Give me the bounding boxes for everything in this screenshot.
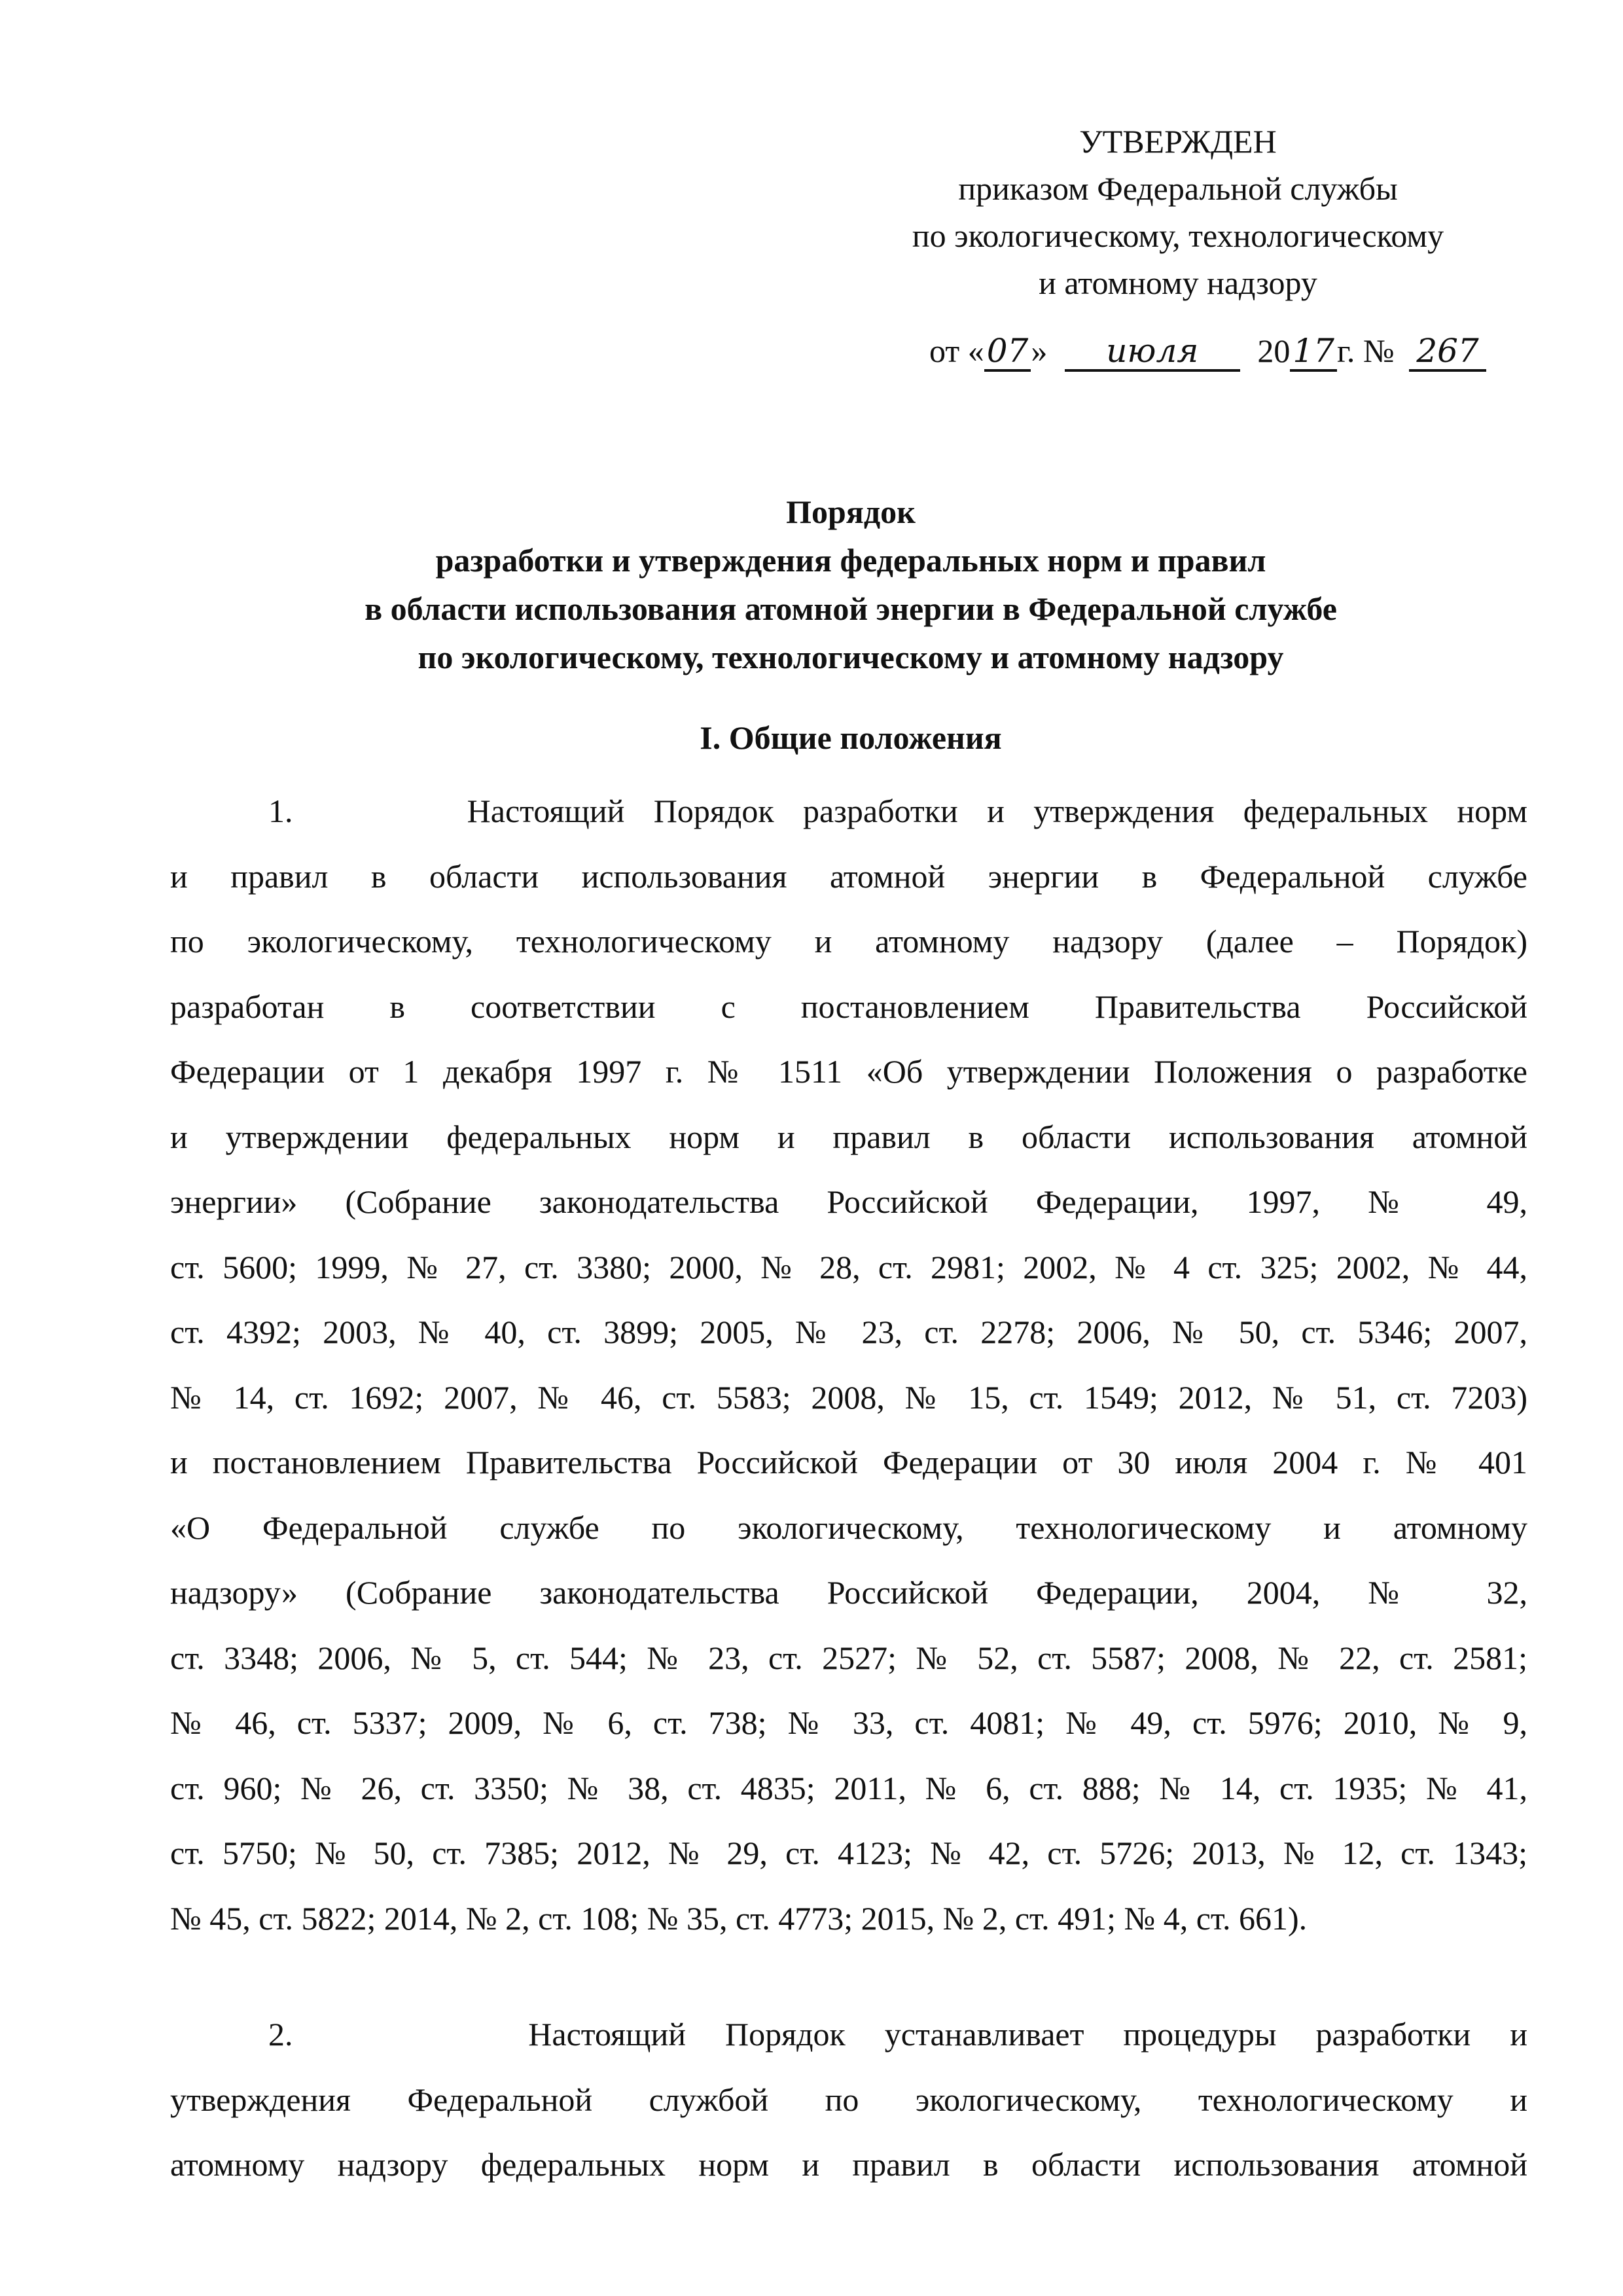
date-year-prefix: 20 — [1257, 332, 1291, 369]
text-line: ст. 3348; 2006, № 5, ст. 544; № 23, ст. 2527; № 52, ст. 5587; 2008, № 22, ст. 2581; — [170, 1639, 1527, 1676]
date-number-label: г. № — [1336, 332, 1395, 369]
paragraph-1 — [170, 779, 1527, 1951]
text-line: атомному надзору федеральных норм и правил в области использования атомной — [170, 2146, 1527, 2183]
text-line: ст. 4392; 2003, № 40, ст. 3899; 2005, № 23, ст. 2278; 2006, № 50, ст. 5346; 2007, — [170, 1314, 1527, 1350]
text-line: № 45, ст. 5822; 2014, № 2, ст. 108; № 35, ст. 4773; 2015, № 2, ст. 491; № 4, ст. 661). — [170, 1899, 1308, 1937]
title-line: в области использования атомной энергии в Федеральной службе — [365, 590, 1337, 627]
text-line: утверждения Федеральной службой по экологическому, технологическому и — [170, 2081, 1527, 2118]
text-line: «О Федеральной службе по экологическому, технологическому и атомному — [170, 1509, 1527, 1546]
text-line: № 14, ст. 1692; 2007, № 46, ст. 5583; 2008, № 15, ст. 1549; 2012, № 51, ст. 7203) — [170, 1378, 1527, 1416]
text-line: разработан в соответствии с постановлением Правительства Российской — [170, 988, 1527, 1025]
approval-line: и атомному надзору — [1039, 264, 1317, 301]
date-day: 07 — [984, 332, 1031, 372]
text-line: 2. Настоящий Порядок устанавливает процедуры разработки и — [268, 2016, 1527, 2053]
text-line: надзору» (Собрание законодательства Российской Федерации, 2004, № 32, — [170, 1574, 1527, 1611]
approval-date — [929, 327, 1486, 374]
date-prefix: от « — [929, 332, 984, 369]
title-line: разработки и утверждения федеральных норм и правил — [435, 542, 1266, 579]
section-heading: I. Общие положения — [700, 719, 1002, 756]
paragraph-2 — [170, 2002, 1527, 2198]
title-line: Порядок — [786, 493, 916, 530]
date-month: июля — [1065, 332, 1240, 372]
text-line: и постановлением Правительства Российской Федерации от 30 июля 2004 г. № 401 — [170, 1444, 1527, 1480]
document-body — [170, 779, 1527, 2198]
title-line: по экологическому, технологическому и атомному надзору — [418, 639, 1284, 675]
approval-line: приказом Федеральной службы — [958, 170, 1398, 207]
text-line: и правил в области использования атомной энергии в Федеральной службе — [170, 857, 1527, 895]
text-line: 1. Настоящий Порядок разработки и утверждения федеральных норм — [268, 793, 1527, 829]
text-line: № 46, ст. 5337; 2009, № 6, ст. 738; № 33, ст. 4081; № 49, ст. 5976; 2010, № 9, — [170, 1704, 1527, 1741]
text-line: ст. 960; № 26, ст. 3350; № 38, ст. 4835; 2011, № 6, ст. 888; № 14, ст. 1935; № 41, — [170, 1769, 1527, 1806]
approval-heading: УТВЕРЖДЕН — [1079, 123, 1277, 160]
text-line: энергии» (Собрание законодательства Российской Федерации, 1997, № 49, — [170, 1183, 1527, 1220]
date-year-suffix: 17 — [1290, 332, 1337, 372]
text-line: ст. 5750; № 50, ст. 7385; 2012, № 29, ст. 4123; № 42, ст. 5726; 2013, № 12, ст. 1343; — [170, 1835, 1527, 1871]
text-line: и утверждении федеральных норм и правил в области использования атомной — [170, 1118, 1527, 1155]
approval-line: по экологическому, технологическому — [912, 217, 1444, 254]
paragraph-gap — [170, 1951, 1527, 2002]
text-line: по экологическому, технологическому и атомному надзору (далее – Порядок) — [170, 923, 1527, 960]
text-line: Федерации от 1 декабря 1997 г. № 1511 «Об утверждении Положения о разработке — [170, 1053, 1527, 1090]
approval-stamp — [851, 118, 1505, 306]
text-line: ст. 5600; 1999, № 27, ст. 3380; 2000, № 28, ст. 2981; 2002, № 4 ст. 325; 2002, № 44, — [170, 1248, 1527, 1285]
document-title — [170, 488, 1531, 681]
date-quote: » — [1031, 332, 1048, 369]
order-number: 267 — [1409, 332, 1486, 372]
